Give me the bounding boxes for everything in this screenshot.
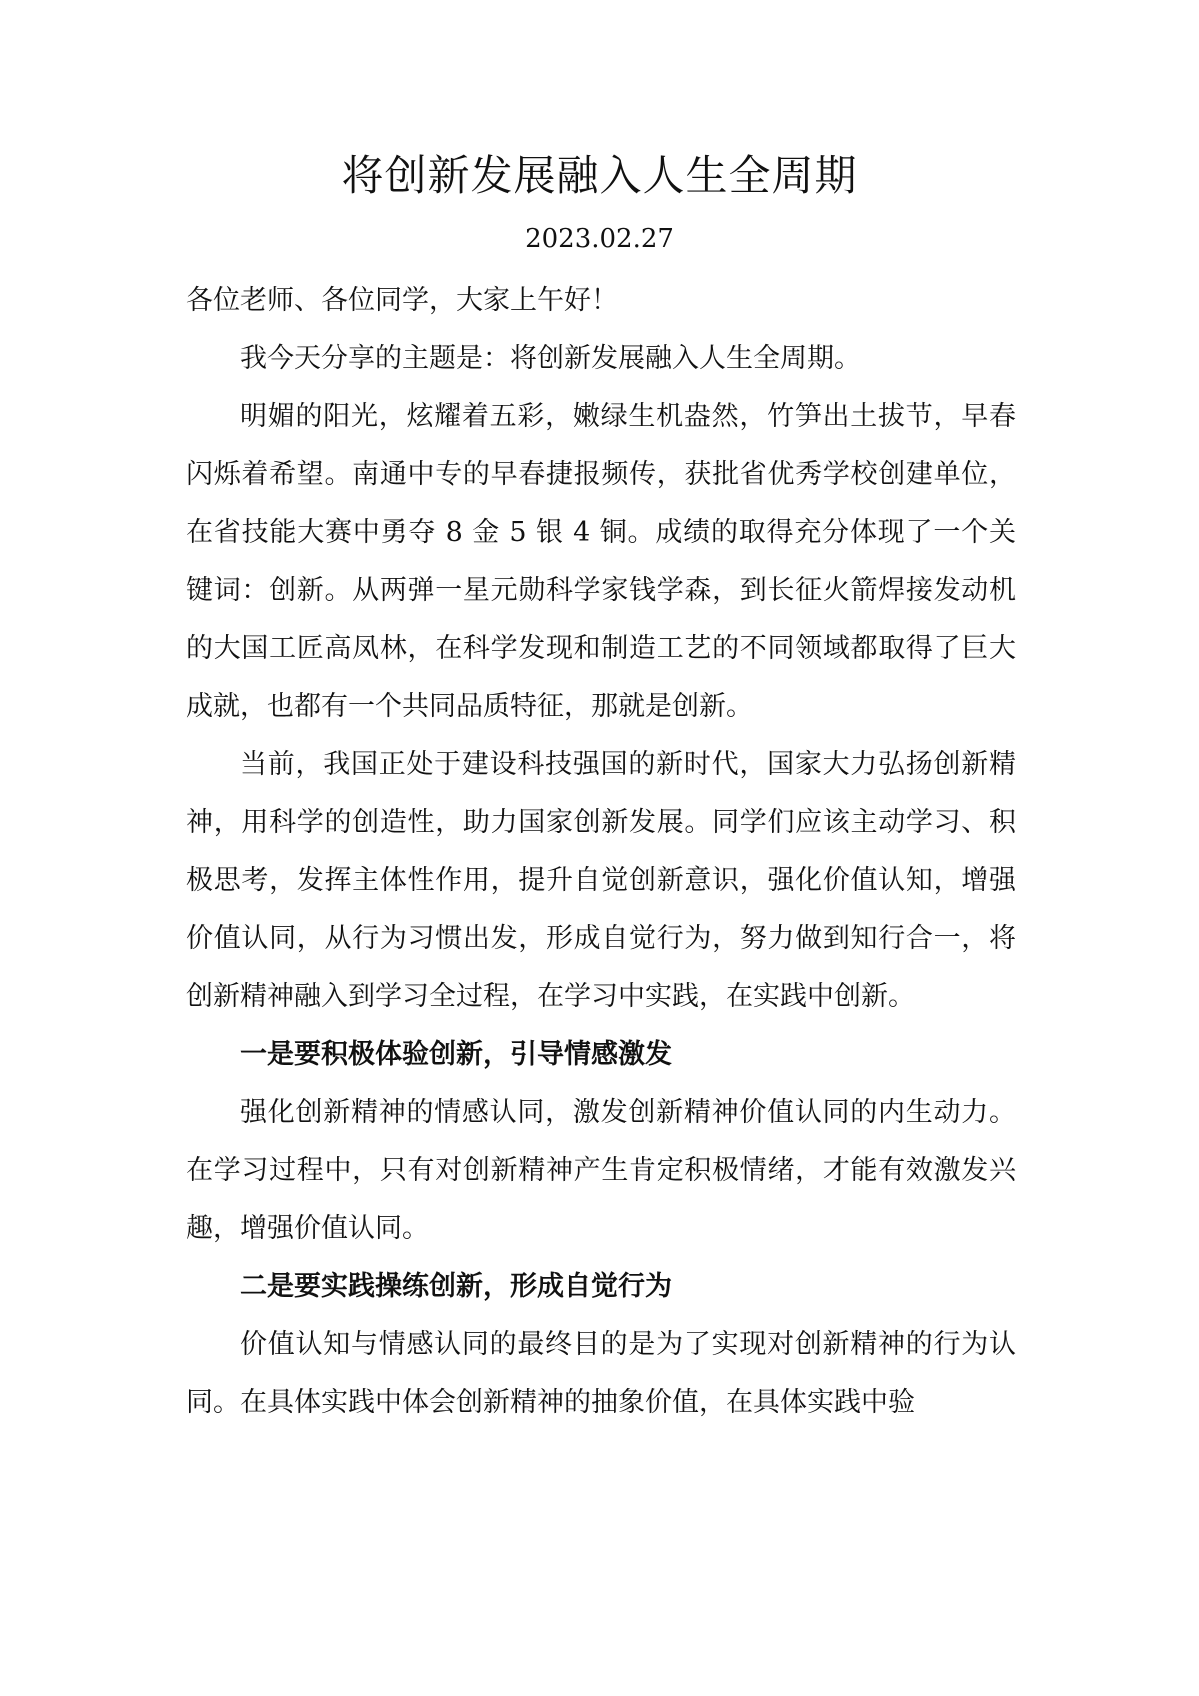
body-paragraph-4: 价值认知与情感认同的最终目的是为了实现对创新精神的行为认同。在具体实践中体会创新精神的抽象价值，在具体实践中验 [186, 1329, 1016, 1418]
section-heading-2: 二是要实践操练创新，形成自觉行为 [240, 1271, 672, 1302]
document-date: 2023.02.27 [525, 224, 674, 254]
section-heading-1: 一是要积极体验创新，引导情感激发 [240, 1039, 672, 1070]
body-paragraph-1: 明媚的阳光，炫耀着五彩，嫩绿生机盎然，竹笋出土拔节，早春闪烁着希望。南通中专的早春捷报频传，获批省优秀学校创建单位，在省技能大赛中勇夺 8 金 5 银 4 铜。成绩的取得充分体现了一个关键词：创新。从两弹一星元勋科学家钱学森，到长征火箭焊接发动机的大国工匠高凤林，在科学发现和制造工艺的不同领域都取得了巨大成就，也都有一个共同品质特征，那就是创新。 [186, 401, 1016, 722]
topic-paragraph: 我今天分享的主题是：将创新发展融入人生全周期。 [240, 343, 861, 374]
body-paragraph-2: 当前，我国正处于建设科技强国的新时代，国家大力弘扬创新精神，用科学的创造性，助力国家创新发展。同学们应该主动学习、积极思考，发挥主体性作用，提升自觉创新意识，强化价值认知，增强价值认同，从行为习惯出发，形成自觉行为，努力做到知行合一，将创新精神融入到学习全过程，在学习中实践，在实践中创新。 [186, 749, 1016, 1012]
body-paragraph-3: 强化创新精神的情感认同，激发创新精神价值认同的内生动力。在学习过程中，只有对创新精神产生肯定积极情绪，才能有效激发兴趣，增强价值认同。 [186, 1097, 1016, 1244]
document-title: 将创新发展融入人生全周期 [341, 151, 858, 200]
greeting-paragraph: 各位老师、各位同学，大家上午好！ [186, 285, 618, 316]
document-body [186, 272, 1016, 1432]
